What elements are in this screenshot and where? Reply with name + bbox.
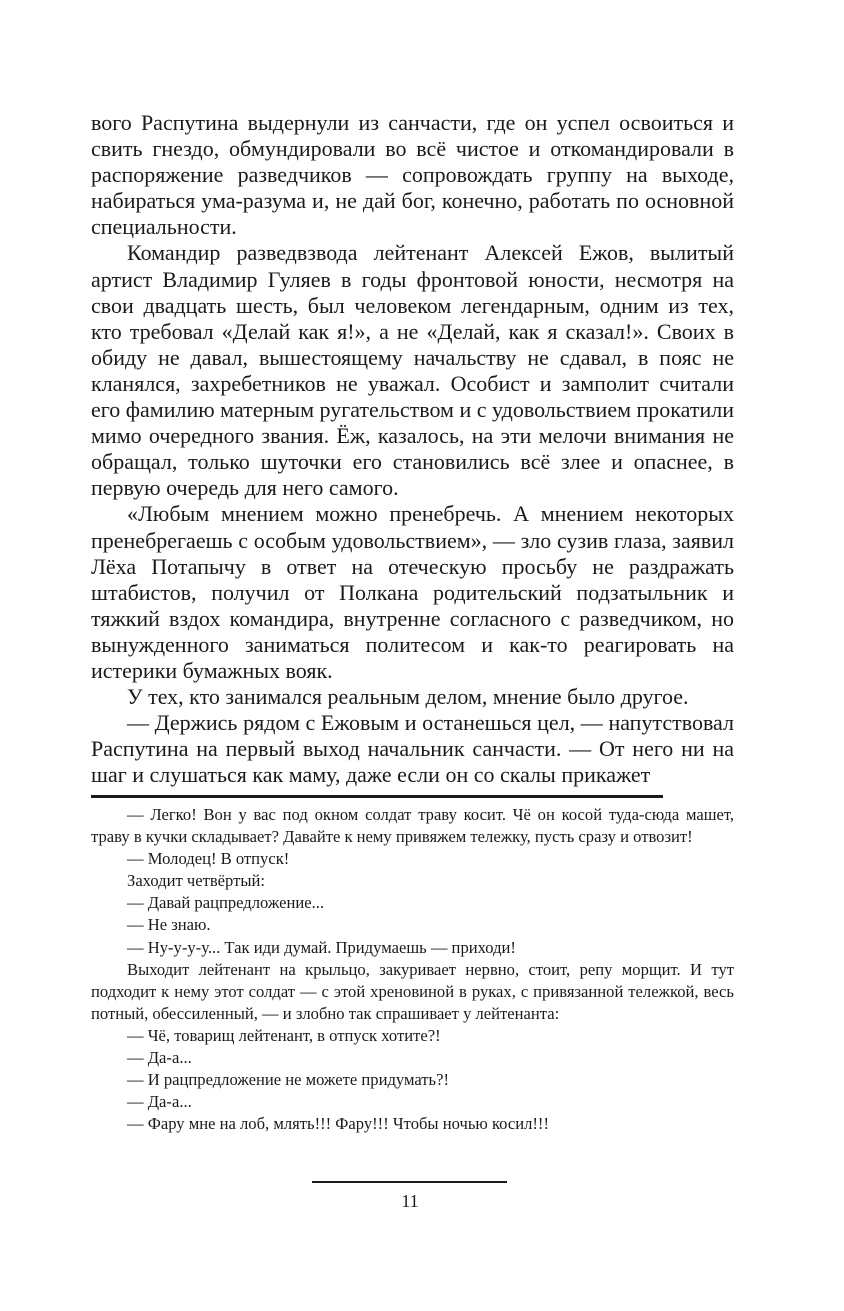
- footnote-line: — Чё, товарищ лейтенант, в отпуск хотите?!: [127, 1025, 441, 1045]
- footnote-line: — Не знаю.: [127, 915, 211, 935]
- footnote-line: Выходит лейтенант на крыльцо, закуривает нервно, стоит, репу морщит. И тут подходит к нему этот солдат — с этой хреновиной в руках, с привязанной тележкой, весь потный, обессиленный, — и злобно так спрашивает у лейтенанта:: [91, 959, 734, 1023]
- main-text: [91, 110, 734, 788]
- page-body: [91, 110, 734, 788]
- footnote-line: — Да-а...: [127, 1048, 192, 1068]
- footnote-line: — Фару мне на лоб, млять!!! Фару!!! Чтобы ночью косил!!!: [127, 1114, 549, 1134]
- footnote-line: — Давай рацпредложение...: [127, 893, 325, 913]
- paragraph: — Держись рядом с Ежовым и останешься цел, — напутствовал Распутина на первый выход начальник санчасти. — От него ни на шаг и слушаться как маму, даже если он со скалы прикажет: [91, 710, 734, 788]
- footnote-line: Заходит четвёртый:: [127, 871, 266, 891]
- footnote-line: — Легко! Вон у вас под окном солдат траву косит. Чё он косой туда-сюда машет, траву в кучки складывает? Давайте к нему привяжем тележку, пусть сразу и отвозит!: [91, 805, 734, 847]
- page-number-divider: [312, 1181, 507, 1183]
- paragraph: вого Распутина выдернули из санчасти, где он успел освоиться и свить гнездо, обмундировали во всё чистое и откомандировали в распоряжение разведчиков — сопровождать группу на выходе, набираться ума-разума и, не дай бог, конечно, работать по основной специальности.: [91, 110, 734, 240]
- paragraph: Командир разведвзвода лейтенант Алексей Ежов, вылитый артист Владимир Гуляев в годы фронтовой юности, несмотря на свои двадцать шесть, был человеком легендарным, одним из тех, кто требовал «Делай как я!», а не «Делай, как я сказал!». Своих в обиду не давал, вышестоящему начальству не сдавал, в пояс не кланялся, захребетников не уважал. Особист и замполит считали его фамилию матерным ругательством и с удовольствием прокатили мимо очередного звания. Ёж, казалось, на эти мелочи внимания не обращал, только шуточки его становились всё злее и опаснее, в первую очередь для него самого.: [91, 240, 734, 501]
- page-number: 11: [401, 1191, 419, 1211]
- footnote-divider: [91, 795, 663, 798]
- footnotes: [91, 804, 734, 1135]
- footnote-line: — И рацпредложение не можете придумать?!: [127, 1070, 449, 1090]
- paragraph: У тех, кто занимался реальным делом, мнение было другое.: [127, 684, 689, 710]
- paragraph: «Любым мнением можно пренебречь. А мнением некоторых пренебрегаешь с особым удовольствием», — зло сузив глаза, заявил Лёха Потапычу в ответ на отеческую просьбу не раздражать штабистов, получил от Полкана родительский подзатыльник и тяжкий вздох командира, внутренне согласного с разведчиком, но вынужденного заниматься политесом и как-то реагировать на истерики бумажных вояк.: [91, 501, 734, 683]
- footnote-line: — Молодец! В отпуск!: [127, 849, 290, 869]
- footnote-line: — Ну-у-у-у... Так иди думай. Придумаешь — приходи!: [127, 937, 516, 957]
- footnote-line: — Да-а...: [127, 1092, 192, 1112]
